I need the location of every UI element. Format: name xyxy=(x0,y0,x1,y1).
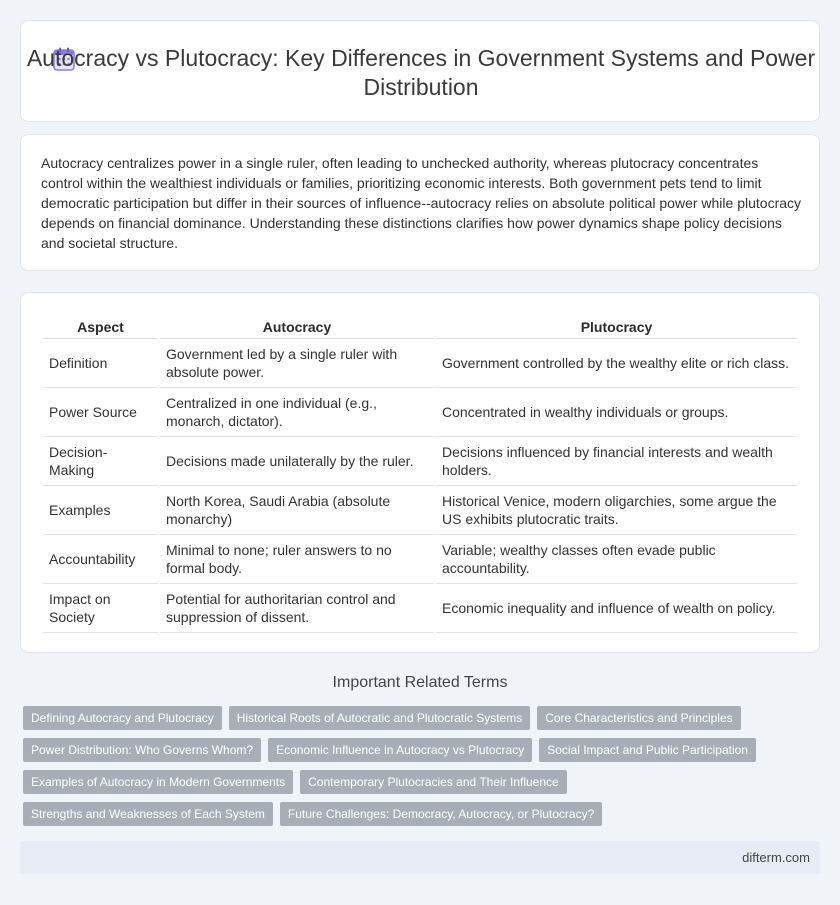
footer xyxy=(20,841,820,874)
cell-autocracy: Minimal to none; ruler answers to no formal body. xyxy=(160,535,434,584)
cell-plutocracy: Variable; wealthy classes often evade public accountability. xyxy=(436,535,797,584)
cell-plutocracy: Government controlled by the wealthy elite or rich class. xyxy=(436,339,797,388)
table-row xyxy=(43,339,797,388)
table-row xyxy=(43,535,797,584)
footer-site-link[interactable]: difterm.com xyxy=(742,850,810,865)
cell-autocracy: Potential for authoritarian control and suppression of dissent. xyxy=(160,584,434,633)
intro-card xyxy=(20,134,820,271)
comparison-table xyxy=(41,313,799,633)
cell-aspect: Examples xyxy=(43,486,158,535)
cell-aspect: Definition xyxy=(43,339,158,388)
cell-aspect: Power Source xyxy=(43,388,158,437)
related-term-tag[interactable]: Future Challenges: Democracy, Autocracy, or Plutocracy? xyxy=(280,802,602,826)
related-term-tag[interactable]: Social Impact and Public Participation xyxy=(539,738,756,762)
cell-plutocracy: Concentrated in wealthy individuals or groups. xyxy=(436,388,797,437)
header-aspect: Aspect xyxy=(43,313,158,339)
cell-aspect: Accountability xyxy=(43,535,158,584)
table-row xyxy=(43,388,797,437)
table-header-row xyxy=(43,313,797,339)
cell-aspect: Impact on Society xyxy=(43,584,158,633)
cell-aspect: Decision-Making xyxy=(43,437,158,486)
related-term-tag[interactable]: Historical Roots of Autocratic and Plutocratic Systems xyxy=(229,706,530,730)
related-term-tag[interactable]: Contemporary Plutocracies and Their Influence xyxy=(300,770,567,794)
table-row xyxy=(43,437,797,486)
related-term-tag[interactable]: Power Distribution: Who Governs Whom? xyxy=(23,738,261,762)
cell-autocracy: Decisions made unilaterally by the ruler. xyxy=(160,437,434,486)
intro-paragraph: Autocracy centralizes power in a single ruler, often leading to unchecked authority, whereas plutocracy concentrates control within the wealthiest individuals or families, prioritizing economic interests. Both government pets tend to limit democratic participation but differ in their sources of influence--autocracy relies on absolute political power while plutocracy depends on financial dominance. Understanding these distinctions clarifies how power dynamics shape policy decisions and societal structure. xyxy=(41,155,802,251)
cell-plutocracy: Economic inequality and influence of wealth on policy. xyxy=(436,584,797,633)
header-plutocracy: Plutocracy xyxy=(436,313,797,339)
cell-plutocracy: Decisions influenced by financial interests and wealth holders. xyxy=(436,437,797,486)
cell-autocracy: North Korea, Saudi Arabia (absolute monarchy) xyxy=(160,486,434,535)
related-term-tag[interactable]: Examples of Autocracy in Modern Governments xyxy=(23,770,293,794)
related-terms-title: Important Related Terms xyxy=(332,674,508,691)
table-row xyxy=(43,584,797,633)
cell-autocracy: Centralized in one individual (e.g., monarch, dictator). xyxy=(160,388,434,437)
related-terms-tags xyxy=(23,706,823,826)
related-term-tag[interactable]: Core Characteristics and Principles xyxy=(537,706,740,730)
related-term-tag[interactable]: Strengths and Weaknesses of Each System xyxy=(23,802,273,826)
cell-autocracy: Government led by a single ruler with absolute power. xyxy=(160,339,434,388)
table-body xyxy=(43,339,797,633)
comparison-table-card xyxy=(20,292,820,653)
table-row xyxy=(43,486,797,535)
related-term-tag[interactable]: Economic Influence in Autocracy vs Plutocracy xyxy=(268,738,532,762)
header-card xyxy=(20,20,820,122)
related-term-tag[interactable]: Defining Autocracy and Plutocracy xyxy=(23,706,222,730)
page-title: Autocracy vs Plutocracy: Key Differences in Government Systems and Power Distribution xyxy=(26,45,816,100)
cell-plutocracy: Historical Venice, modern oligarchies, some argue the US exhibits plutocratic traits. xyxy=(436,486,797,535)
header-autocracy: Autocracy xyxy=(160,313,434,339)
